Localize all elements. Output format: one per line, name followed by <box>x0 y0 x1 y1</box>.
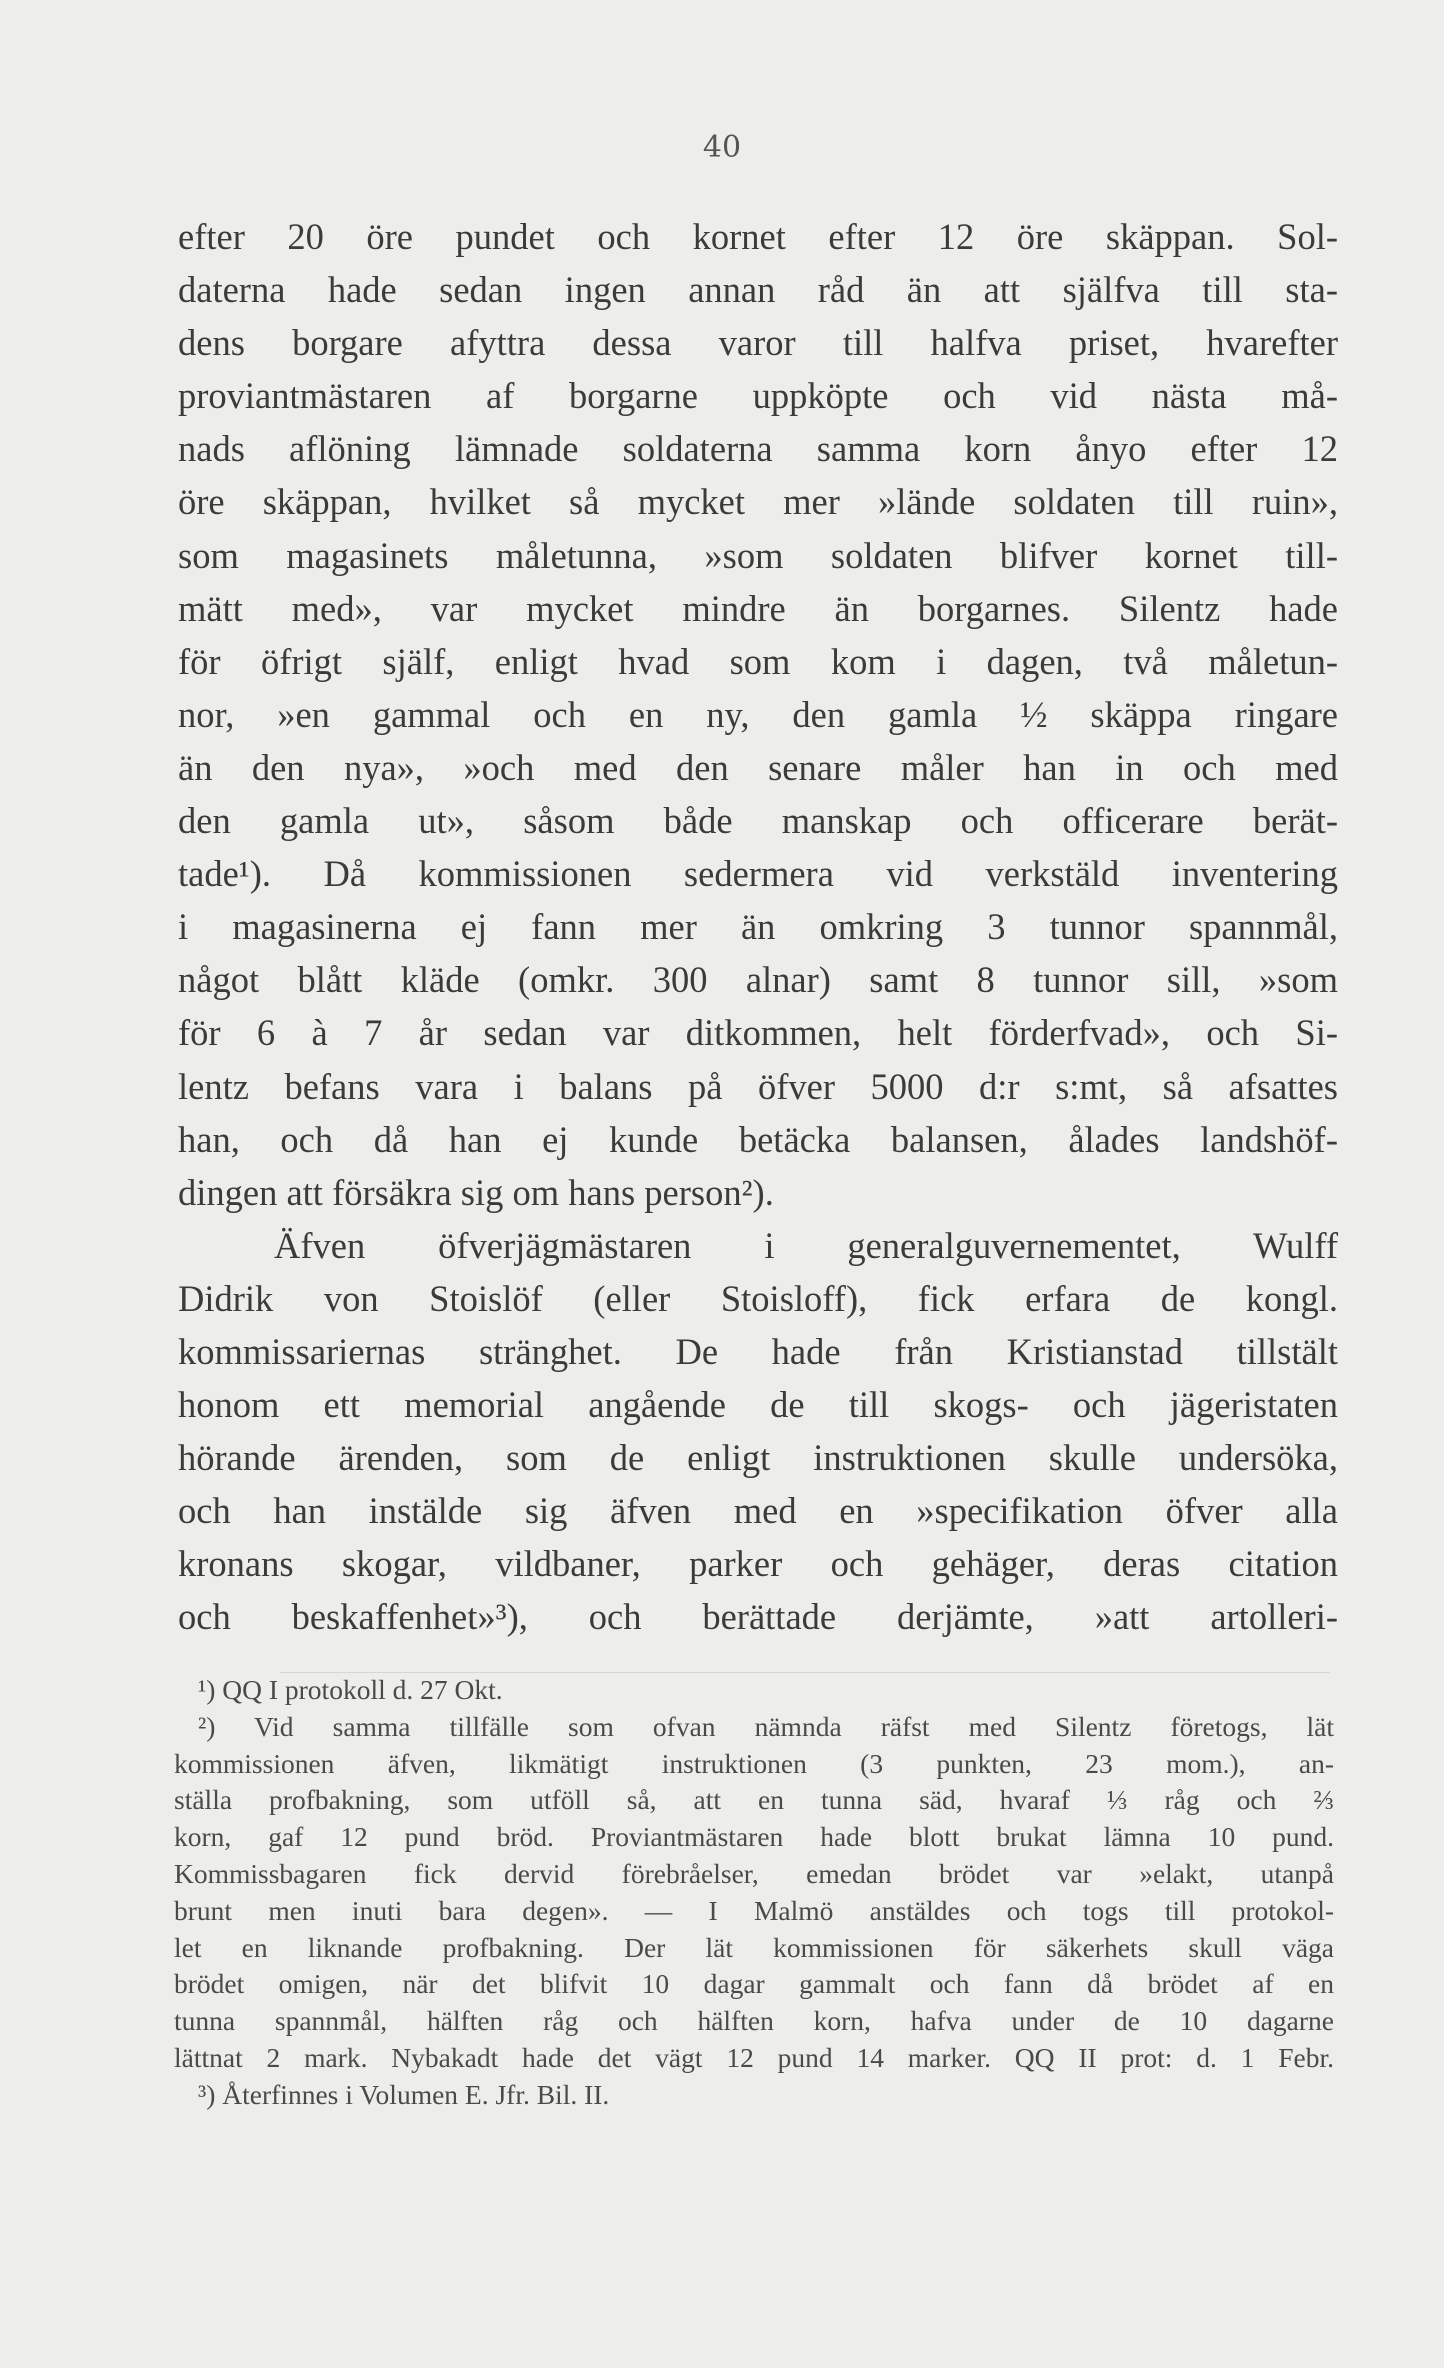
footnote-line: ställa profbakning, som utföll så, att en tunna säd, hvaraf ⅓ råg och ⅔ <box>174 1784 1334 1816</box>
footnote-line: ³) Återfinnes i Volumen E. Jfr. Bil. II. <box>198 2078 610 2110</box>
body-line: öre skäppan, hvilket så mycket mer »lände soldaten till ruin», <box>178 481 1338 523</box>
body-line: honom ett memorial angående de till skogs- och jägeristaten <box>178 1384 1338 1426</box>
body-line: i magasinerna ej fann mer än omkring 3 tunnor spannmål, <box>178 906 1338 948</box>
body-line: än den nya», »och med den senare måler han in och med <box>178 746 1338 788</box>
body-line: kommissariernas stränghet. De hade från Kristianstad tillstält <box>178 1330 1338 1372</box>
body-line: tade¹). Då kommissionen sedermera vid verkstäld inventering <box>178 853 1338 895</box>
body-line: dingen att försäkra sig om hans person²). <box>178 1171 774 1213</box>
body-line: daterna hade sedan ingen annan råd än att själfva till sta- <box>178 269 1338 311</box>
footnotes <box>174 1672 1334 2114</box>
body-line: nads aflöning lämnade soldaterna samma korn ånyo efter 12 <box>178 428 1338 470</box>
body-line: för 6 à 7 år sedan var ditkommen, helt förderfvad», och Si- <box>178 1012 1338 1054</box>
body-line: den gamla ut», såsom både manskap och officerare berät- <box>178 800 1338 842</box>
footnote-line: let en liknande profbakning. Der lät kommissionen för säkerhets skull väga <box>174 1931 1334 1963</box>
body-line: proviantmästaren af borgarne uppköpte och vid nästa må- <box>178 375 1338 417</box>
body-line: lentz befans vara i balans på öfver 5000 d:r s:mt, så afsattes <box>178 1065 1338 1107</box>
body-text <box>178 210 1338 1644</box>
body-line: nor, »en gammal och en ny, den gamla ½ skäppa ringare <box>178 693 1338 735</box>
body-line: något blått kläde (omkr. 300 alnar) samt 8 tunnor sill, »som <box>178 959 1338 1001</box>
footnote-line: brödet omigen, när det blifvit 10 dagar gammalt och fann då brödet af en <box>174 1968 1334 2000</box>
body-line: som magasinets måletunna, »som soldaten blifver kornet till- <box>178 534 1338 576</box>
body-line: mätt med», var mycket mindre än borgarnes. Silentz hade <box>178 587 1338 629</box>
body-line: han, och då han ej kunde betäcka balansen, ålades landshöf- <box>178 1118 1338 1160</box>
footnote-line: tunna spannmål, hälften råg och hälften korn, hafva under de 10 dagarne <box>174 2005 1334 2037</box>
footnote-line: Kommissbagaren fick dervid förebråelser, emedan brödet var »elakt, utanpå <box>174 1857 1334 1889</box>
body-line: och beskaffenhet»³), och berättade derjämte, »att artolleri- <box>178 1596 1338 1638</box>
body-line: efter 20 öre pundet och kornet efter 12 öre skäppan. Sol- <box>178 216 1338 257</box>
body-line: kronans skogar, vildbaner, parker och gehäger, deras citation <box>178 1543 1338 1585</box>
footnote-line: ²) Vid samma tillfälle som ofvan nämnda räfst med Silentz företogs, lät <box>198 1710 1334 1742</box>
footnote-line: brunt men inuti bara degen». — I Malmö anstäldes och togs till protokol- <box>174 1894 1334 1926</box>
body-line: hörande ärenden, som de enligt instruktionen skulle undersöka, <box>178 1437 1338 1479</box>
footnote-line: korn, gaf 12 pund bröd. Proviantmästaren hade blott brukat lämna 10 pund. <box>174 1821 1334 1853</box>
footnote-line: ¹) QQ I protokoll d. 27 Okt. <box>198 1674 503 1705</box>
body-line: och han instälde sig äfven med en »specifikation öfver alla <box>178 1490 1338 1532</box>
footnote-line: lättnat 2 mark. Nybakadt hade det vägt 12 pund 14 marker. QQ II prot: d. 1 Febr. <box>174 2041 1334 2073</box>
page-number: 40 <box>702 130 742 165</box>
body-line: Äfven öfverjägmästaren i generalguvernementet, Wulff <box>274 1224 1338 1266</box>
body-line: dens borgare afyttra dessa varor till halfva priset, hvarefter <box>178 322 1338 364</box>
footnote-line: kommissionen äfven, likmätigt instruktionen (3 punkten, 23 mom.), an- <box>174 1747 1334 1779</box>
body-line: Didrik von Stoislöf (eller Stoisloff), fick erfara de kongl. <box>178 1277 1338 1319</box>
body-line: för öfrigt själf, enligt hvad som kom i dagen, två måletun- <box>178 640 1338 682</box>
